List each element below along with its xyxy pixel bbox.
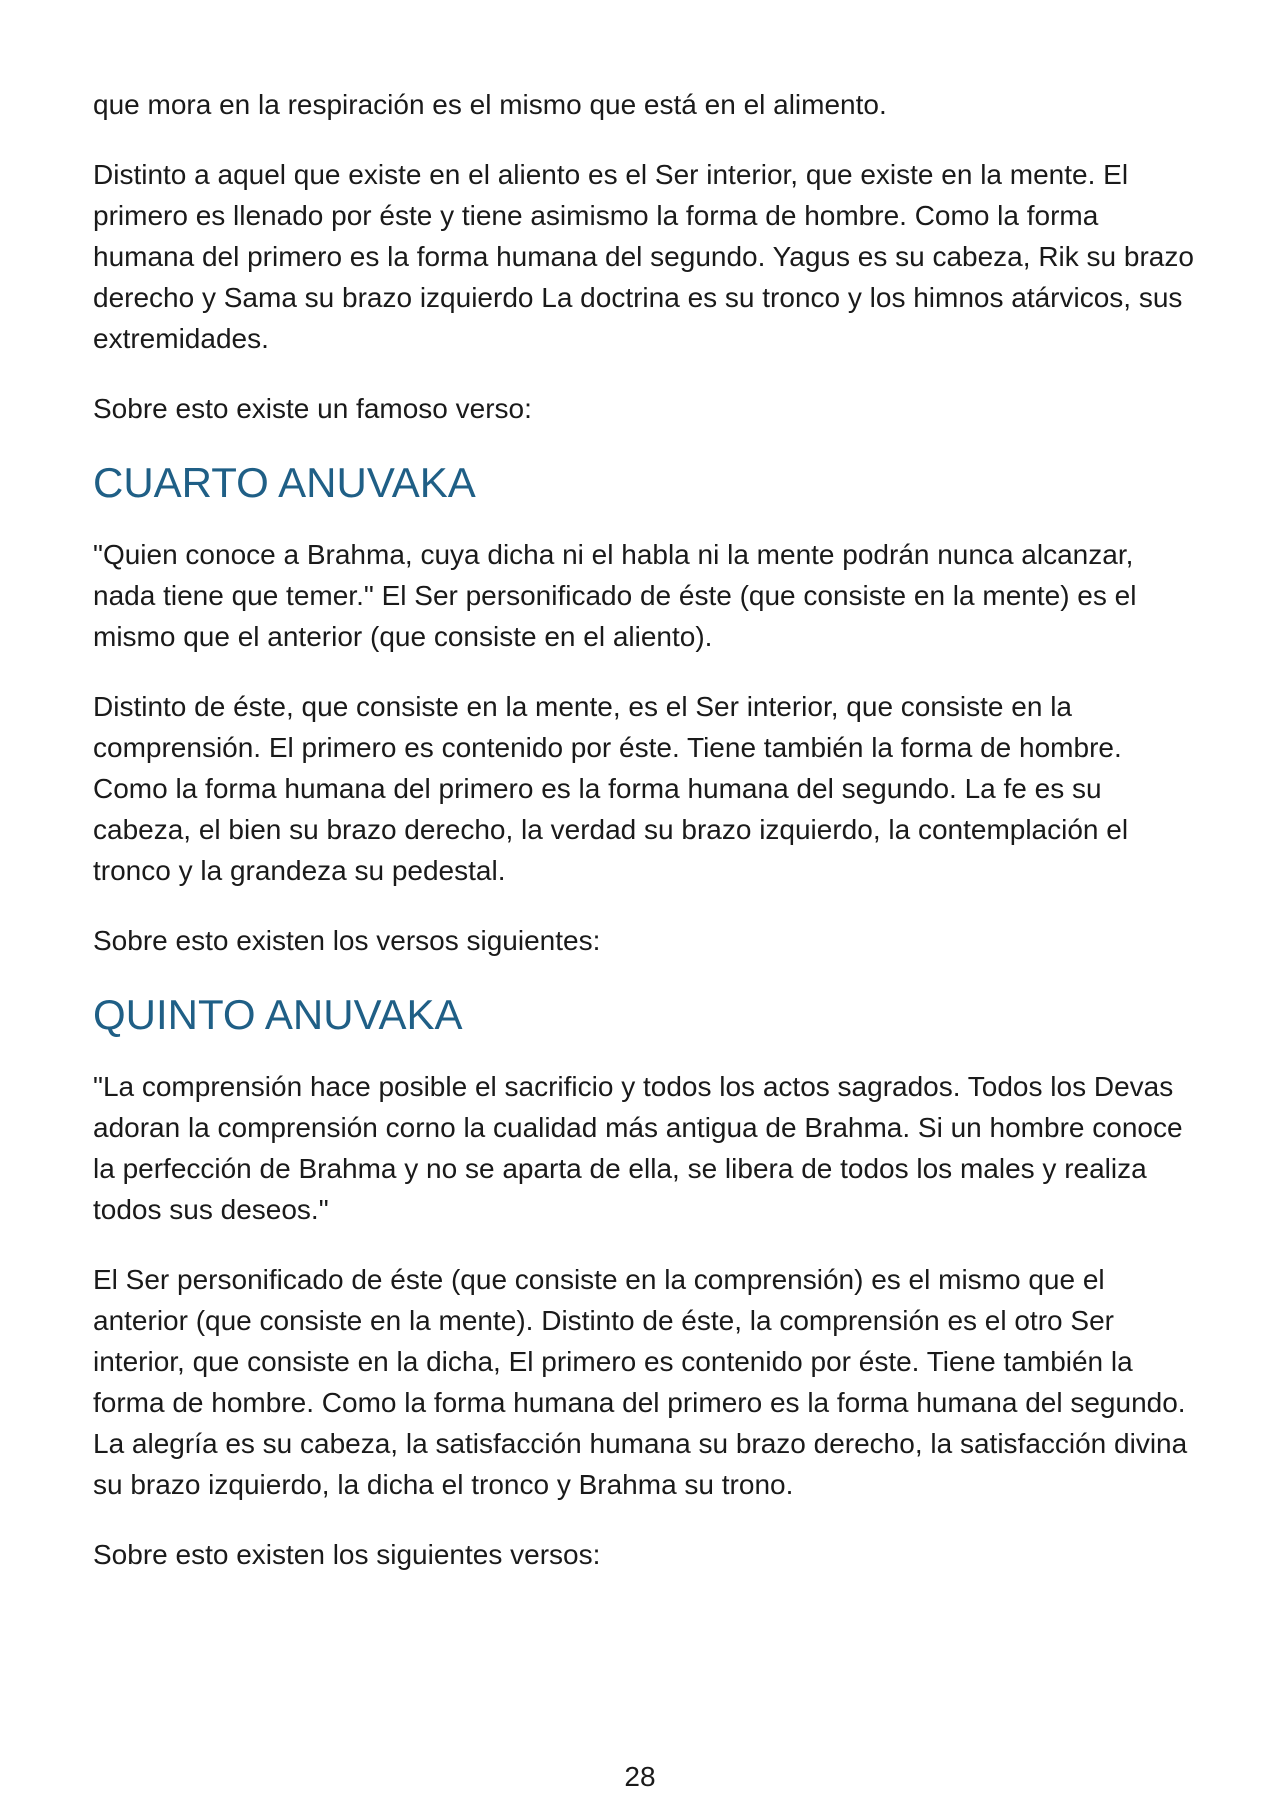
paragraph: "La comprensión hace posible el sacrificio y todos los actos sagrados. Todos los Devas adoran la comprensión corno la cualidad más antigua de Brahma. Si un hombre conoce la perfección de Brahma y no se aparta de ella, se libera de todos los males y realiza todos sus deseos." <box>93 1071 1183 1225</box>
page-body <box>93 84 1203 1604</box>
section-heading-quinto-anuvaka: QUINTO ANUVAKA <box>93 991 463 1038</box>
paragraph: Sobre esto existen los versos siguientes: <box>93 925 601 956</box>
paragraph: Sobre esto existen los siguientes versos: <box>93 1539 601 1570</box>
page-number: 28 <box>624 1761 656 1792</box>
section-heading-cuarto-anuvaka: CUARTO ANUVAKA <box>93 459 476 506</box>
paragraph: Distinto de éste, que consiste en la mente, es el Ser interior, que consiste en la comprensión. El primero es contenido por éste. Tiene también la forma de hombre. Como la forma humana del primero es la forma humana del segundo. La fe es su cabeza, el bien su brazo derecho, la verdad su brazo izquierdo, la contemplación el tronco y la grandeza su pedestal. <box>93 691 1129 886</box>
paragraph: Sobre esto existe un famoso verso: <box>93 393 532 424</box>
paragraph: El Ser personificado de éste (que consiste en la comprensión) es el mismo que el anterior (que consiste en la mente). Distinto de éste, la comprensión es el otro Ser interior, que consiste en la dicha, El primero es contenido por éste. Tiene también la forma de hombre. Como la forma humana del primero es la forma humana del segundo. La alegría es su cabeza, la satisfacción humana su brazo derecho, la satisfacción divina su brazo izquierdo, la dicha el tronco y Brahma su trono. <box>93 1264 1188 1500</box>
paragraph: Distinto a aquel que existe en el aliento es el Ser interior, que existe en la mente. El primero es llenado por éste y tiene asimismo la forma de hombre. Como la forma humana del primero es la forma humana del segundo. Yagus es su cabeza, Rik su brazo derecho y Sama su brazo izquierdo La doctrina es su tronco y los himnos atárvicos, sus extremidades. <box>93 159 1194 354</box>
paragraph: que mora en la respiración es el mismo que está en el alimento. <box>93 89 887 120</box>
paragraph: "Quien conoce a Brahma, cuya dicha ni el habla ni la mente podrán nunca alcanzar, nada tiene que temer." El Ser personificado de éste (que consiste en la mente) es el mismo que el anterior (que consiste en el aliento). <box>93 539 1137 652</box>
